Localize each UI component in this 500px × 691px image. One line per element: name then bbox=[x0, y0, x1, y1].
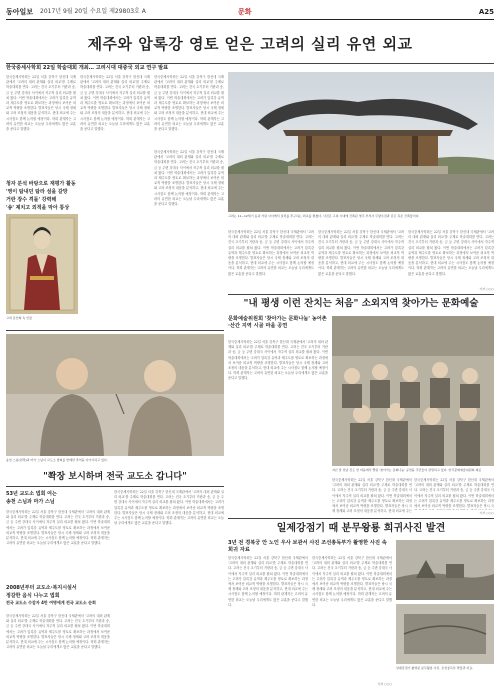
deck-line: 53년 교도소 법회 여는 bbox=[6, 491, 57, 497]
old-photo-1 bbox=[396, 540, 494, 600]
story2-headline: "내 평생 이런 잔치는 처음" 소외지역 찾아가는 문화예술 bbox=[243, 298, 479, 309]
divider bbox=[6, 330, 224, 331]
divider bbox=[228, 518, 494, 519]
story4-byline: 기자 ○○○ bbox=[377, 682, 392, 686]
story1-body-col3: 한국중세사학회는 22일 서울 강북구 한신대 국제관에서 '고려의 대외 관계와 실리 외교'를 주제로 학술대회를 연다. 고려는 건국 초기부터 거란과 송, 금 등 주변 강대국 사이에서 자주적 실리 외교를 펼쳐 왔다. 이번 학술대회에서는 고려가 압록강 유역과 제주도를 영토로 확보하는 과정에서 보여준 외교적 역량을 조명한다. 발표자들은 당시 국제 정세와 고려 조정의 대응을 분석하고, 현대 외교에 주는 시사점도 함께 논의할 예정이다. 학회 관계자는 고려의 유연한 외교는 오늘날 우리에게도 많은 교훈을 준다고 말했다. bbox=[154, 75, 224, 132]
story3-headline: "쫙장 보시하며 전국 교도소 갑니다" bbox=[43, 472, 187, 482]
story1-deck bbox=[6, 180, 78, 212]
section-label: 문화 bbox=[238, 8, 252, 16]
audience-photo bbox=[332, 316, 494, 466]
divider bbox=[6, 63, 494, 64]
story4-body-col2: 한국중세사학회는 22일 서울 강북구 한신대 국제관에서 '고려의 대외 관계와 실리 외교'를 주제로 학술대회를 연다. 고려는 건국 초기부터 거란과 송, 금 등 주변 강대국 사이에서 자주적 실리 외교를 펼쳐 왔다. 이번 학술대회에서는 고려가 압록강 유역과 제주도를 영토로 확보하는 과정에서 보여준 외교적 역량을 조명한다. 발표자들은 당시 국제 정세와 고려 조정의 대응을 분석하고, 현대 외교에 주는 시사점도 함께 논의할 예정이다. 학회 관계자는 고려의 유연한 외교는 오늘날 우리에게도 많은 교훈을 준다고 말했다. bbox=[312, 556, 392, 607]
temple-caption: 고려는 11~12세기 송과 거란 사이에서 실리를 추구하는 외교를 펼쳤다. 사진은 고려 시대에 건축된 영주 부석사 무량수전과 같은 목조 건축물이다. bbox=[228, 214, 420, 218]
story2-byline: 기자 ○○○ bbox=[479, 511, 494, 515]
portrait-caption: 고려 문인화 속 인물 bbox=[6, 316, 33, 320]
deck-line: 송천 스님과 마가 스님 bbox=[6, 499, 55, 505]
story1-body-col4: 한국중세사학회는 22일 서울 강북구 한신대 국제관에서 '고려의 대외 관계와 실리 외교'를 주제로 학술대회를 연다. 고려는 건국 초기부터 거란과 송, 금 등 주변 강대국 사이에서 자주적 실리 외교를 펼쳐 왔다. 이번 학술대회에서는 고려가 압록강 유역과 제주도를 영토로 확보하는 과정에서 보여준 외교적 역량을 조명한다. 발표자들은 당시 국제 정세와 고려 조정의 대응을 분석하고, 현대 외교에 주는 시사점도 함께 논의할 예정이다. 학회 관계자는 고려의 유연한 외교는 오늘날 우리에게도 많은 교훈을 준다고 말했다. bbox=[228, 230, 314, 276]
deck-line: 거란 장수 격돌' 강력해 bbox=[6, 197, 57, 203]
story3-body-col1: 한국중세사학회는 22일 서울 강북구 한신대 국제관에서 '고려의 대외 관계와 실리 외교'를 주제로 학술대회를 연다. 고려는 건국 초기부터 거란과 송, 금 등 주변 강대국 사이에서 자주적 실리 외교를 펼쳐 왔다. 이번 학술대회에서는 고려가 압록강 유역과 제주도를 영토로 확보하는 과정에서 보여준 외교적 역량을 조명한다. 발표자들은 당시 국제 정세와 고려 조정의 대응을 분석하고, 현대 외교에 주는 시사점도 함께 논의할 예정이다. 학회 관계자는 고려의 유연한 외교는 오늘날 우리에게도 많은 교훈을 준다고 말했다. bbox=[6, 510, 110, 546]
story2-body-col3: 한국중세사학회는 22일 서울 강북구 한신대 국제관에서 '고려의 대외 관계와 실리 외교'를 주제로 학술대회를 연다. 고려는 건국 초기부터 거란과 송, 금 등 주변 강대국 사이에서 자주적 실리 외교를 펼쳐 왔다. 이번 학술대회에서는 고려가 압록강 유역과 제주도를 영토로 확보하는 과정에서 보여준 외교적 역량을 조명한다. 발표자들은 당시 국 bbox=[414, 478, 494, 509]
story1-body-col3b: 한국중세사학회는 22일 서울 강북구 한신대 국제관에서 '고려의 대외 관계와 실리 외교'를 주제로 학술대회를 연다. 고려는 건국 초기부터 거란과 송, 금 등 주변 강대국 사이에서 자주적 실리 외교를 펼쳐 왔다. 이번 학술대회에서는 고려가 압록강 유역과 제주도를 영토로 확보하는 과정에서 보여준 외교적 역량을 조명한다. 발표자들은 당시 국제 정세와 고려 조정의 대응을 분석하고, 현대 외교에 주는 시사점도 함께 논의할 예정이다. 학회 관계자는 고려의 유연한 외교는 오늘날 우리에게도 많은 교훈을 준다고 말했다. bbox=[154, 150, 224, 207]
old-photo-caption: 일제강점기 촬영된 분무왕룡 사진. 조선총독부 박물관 자료. bbox=[396, 666, 474, 670]
deck-line: 정갈한 음식 나누고 법회 bbox=[6, 593, 60, 599]
story3-deck2 bbox=[6, 584, 110, 606]
story2-body-col1: 한국중세사학회는 22일 서울 강북구 한신대 국제관에서 '고려의 대외 관계와 실리 외교'를 주제로 학술대회를 연다. 고려는 건국 초기부터 거란과 송, 금 등 주변 강대국 사이에서 자주적 실리 외교를 펼쳐 왔다. 이번 학술대회에서는 고려가 압록강 유역과 제주도를 영토로 확보하는 과정에서 보여준 외교적 역량을 조명한다. 발표자들은 당시 국제 정세와 고려 조정의 대응을 분석하고, 현대 외교에 주는 시사점도 함께 논의할 예정이다. 학회 관계자는 고려의 유연한 외교는 오늘날 우리에게도 많은 교훈을 준다고 말했다. bbox=[228, 340, 328, 381]
monks-caption: 송천 스님(왼쪽)과 마가 스님이 교도소 법회를 함께한 추억을 이야기하고 있다. bbox=[6, 458, 108, 462]
masthead bbox=[6, 6, 494, 20]
issue-date: 2017년 9월 20일 수요일 제29803호 A bbox=[40, 8, 146, 15]
deck-line: '영이 탐내던 탐라 섬을 갈망 bbox=[6, 189, 68, 195]
story1-body-col6: 한국중세사학회는 22일 서울 강북구 한신대 국제관에서 '고려의 대외 관계와 실리 외교'를 주제로 학술대회를 연다. 고려는 건국 초기부터 거란과 송, 금 등 주변 강대국 사이에서 자주적 실리 외교를 펼쳐 왔다. 이번 학술대회에서는 고려가 압록강 유역과 제주도를 영토로 확보하는 과정에서 보여준 외교적 역량을 조명한다. 발표자들은 당시 국제 정세와 고려 조정의 대응을 분석하고, 현대 외교에 주는 시사점도 함께 논의할 예정이다. 학회 관계자는 고려의 유연한 외교는 오늘날 우리에게도 많은 교훈을 준다고 말했다. bbox=[408, 230, 494, 276]
page-number: A25 bbox=[478, 8, 494, 16]
deck-line: 전국 교도소 수감자 4만 여명에게 전국 교도소 순회 bbox=[6, 600, 96, 605]
story1-body-col1: 한국중세사학회는 22일 서울 강북구 한신대 국제관에서 '고려의 대외 관계와 실리 외교'를 주제로 학술대회를 연다. 고려는 건국 초기부터 거란과 송, 금 등 주변 강대국 사이에서 자주적 실리 외교를 펼쳐 왔다. 이번 학술대회에서는 고려가 압록강 유역과 제주도를 영토로 확보하는 과정에서 보여준 외교적 역량을 조명한다. 발표자들은 당시 국제 정세와 고려 조정의 대응을 분석하고, 현대 외교에 주는 시사점도 함께 논의할 예정이다. 학회 관계자는 고려의 유연한 외교는 오늘날 우리에게도 많은 교훈을 준다고 말했다. bbox=[6, 75, 76, 132]
story3-body-col1b: 한국중세사학회는 22일 서울 강북구 한신대 국제관에서 '고려의 대외 관계와 실리 외교'를 주제로 학술대회를 연다. 고려는 건국 초기부터 거란과 송, 금 등 주변 강대국 사이에서 자주적 실리 외교를 펼쳐 왔다. 이번 학술대회에서는 고려가 압록강 유역과 제주도를 영토로 확보하는 과정에서 보여준 외교적 역량을 조명한다. 발표자들은 당시 국제 정세와 고려 조정의 대응을 분석하고, 현대 외교에 주는 시사점도 함께 논의할 예정이다. 학회 관계자는 고려의 유연한 외교는 오늘날 우리에게도 많은 교훈을 준다고 말했다. bbox=[6, 614, 110, 650]
story4-subhead: 3년 전 경복궁 안 노인 우사 보관서 사진 조선총독부가 촬영한 사진 속 희귀 자료 bbox=[228, 540, 387, 553]
story3-deck bbox=[6, 490, 110, 506]
story4-headline: 일제강점기 때 분무왕룡 희귀사진 발견 bbox=[276, 523, 446, 534]
deck-line: '송' 제치고 외적을 막아 통상 bbox=[6, 205, 70, 211]
monks-photo bbox=[6, 334, 224, 456]
divider bbox=[228, 294, 494, 295]
story2-body-col2: 한국중세사학회는 22일 서울 강북구 한신대 국제관에서 '고려의 대외 관계와 실리 외교'를 주제로 학술대회를 연다. 고려는 건국 초기부터 거란과 송, 금 등 주변 강대국 사이에서 자주적 실리 외교를 펼쳐 왔다. 이번 학술대회에서는 고려가 압록강 유역과 제주도를 영토로 확보하는 과정에서 보여준 외교적 역량을 조명한다. 발표자들은 당시 국제 정세와 고려 조정의 대응을 분석하고, 현대 외교에 주는 bbox=[332, 478, 412, 514]
audience-caption: 지난 달 전남 진도 한 마을에서 열린 '찾아가는 문화나눔' 공연을 주민들이 관람하고 있다. 한국문화예술위원회 제공 bbox=[332, 468, 482, 472]
portrait-painting bbox=[6, 214, 78, 314]
newspaper-logo: 동아일보 bbox=[6, 8, 34, 16]
old-photo-2 bbox=[396, 604, 494, 664]
story1-subhead: 한국중세사학회 22일 학술대회 개최… 고려시대 대중국 외교 연구 발표 bbox=[6, 65, 169, 71]
story2-subhead: 문화예술위원회 '찾아가는 문화나눔' 농어촌·산간 지역 시골 마을 공연 bbox=[228, 316, 327, 329]
story1-byline: 기자 ○○○ bbox=[479, 287, 494, 291]
story1-headline: 제주와 압록강 영토 얻은 고려의 실리 유연 외교 bbox=[87, 35, 413, 53]
deck-line: 청자 분석 바탕으로 재평가 활동 bbox=[6, 181, 76, 187]
story1-body-col2: 한국중세사학회는 22일 서울 강북구 한신대 국제관에서 '고려의 대외 관계와 실리 외교'를 주제로 학술대회를 연다. 고려는 건국 초기부터 거란과 송, 금 등 주변 강대국 사이에서 자주적 실리 외교를 펼쳐 왔다. 이번 학술대회에서는 고려가 압록강 유역과 제주도를 영토로 확보하는 과정에서 보여준 외교적 역량을 조명한다. 발표자들은 당시 국제 정세와 고려 조정의 대응을 분석하고, 현대 외교에 주는 시사점도 함께 논의할 예정이다. 학회 관계자는 고려의 유연한 외교는 오늘날 우리에게도 많은 교훈을 준다고 말했다. bbox=[80, 75, 150, 132]
deck-line: 2008년부터 교도소·복지시설서 bbox=[6, 585, 77, 591]
temple-photo bbox=[228, 72, 494, 212]
story3-body-col2: 한국중세사학회는 22일 서울 강북구 한신대 국제관에서 '고려의 대외 관계와 실리 외교'를 주제로 학술대회를 연다. 고려는 건국 초기부터 거란과 송, 금 등 주변 강대국 사이에서 자주적 실리 외교를 펼쳐 왔다. 이번 학술대회에서는 고려가 압록강 유역과 제주도를 영토로 확보하는 과정에서 보여준 외교적 역량을 조명한다. 발표자들은 당시 국제 정세와 고려 조정의 대응을 분석하고, 현대 외교에 주는 시사점도 함께 논의할 예정이다. 학회 관계자는 고려의 유연한 외교는 오늘날 우리에게도 많은 교훈을 준다고 말했다. bbox=[114, 490, 224, 526]
divider bbox=[6, 486, 224, 487]
story1-body-col5: 한국중세사학회는 22일 서울 강북구 한신대 국제관에서 '고려의 대외 관계와 실리 외교'를 주제로 학술대회를 연다. 고려는 건국 초기부터 거란과 송, 금 등 주변 강대국 사이에서 자주적 실리 외교를 펼쳐 왔다. 이번 학술대회에서는 고려가 압록강 유역과 제주도를 영토로 확보하는 과정에서 보여준 외교적 역량을 조명한다. 발표자들은 당시 국제 정세와 고려 조정의 대응을 분석하고, 현대 외교에 주는 시사점도 함께 논의할 예정이다. 학회 관계자는 고려의 유연한 외교는 오늘날 우리에게도 많은 교훈을 준다고 말했다. bbox=[318, 230, 404, 276]
story4-body-col1: 한국중세사학회는 22일 서울 강북구 한신대 국제관에서 '고려의 대외 관계와 실리 외교'를 주제로 학술대회를 연다. 고려는 건국 초기부터 거란과 송, 금 등 주변 강대국 사이에서 자주적 실리 외교를 펼쳐 왔다. 이번 학술대회에서는 고려가 압록강 유역과 제주도를 영토로 확보하는 과정에서 보여준 외교적 역량을 조명한다. 발표자들은 당시 국제 정세와 고려 조정의 대응을 분석하고, 현대 외교에 주는 시사점도 함께 논의할 예정이다. 학회 관계자는 고려의 유연한 외교는 오늘날 우리에게도 많은 교훈을 준다고 말했다. bbox=[228, 556, 308, 607]
